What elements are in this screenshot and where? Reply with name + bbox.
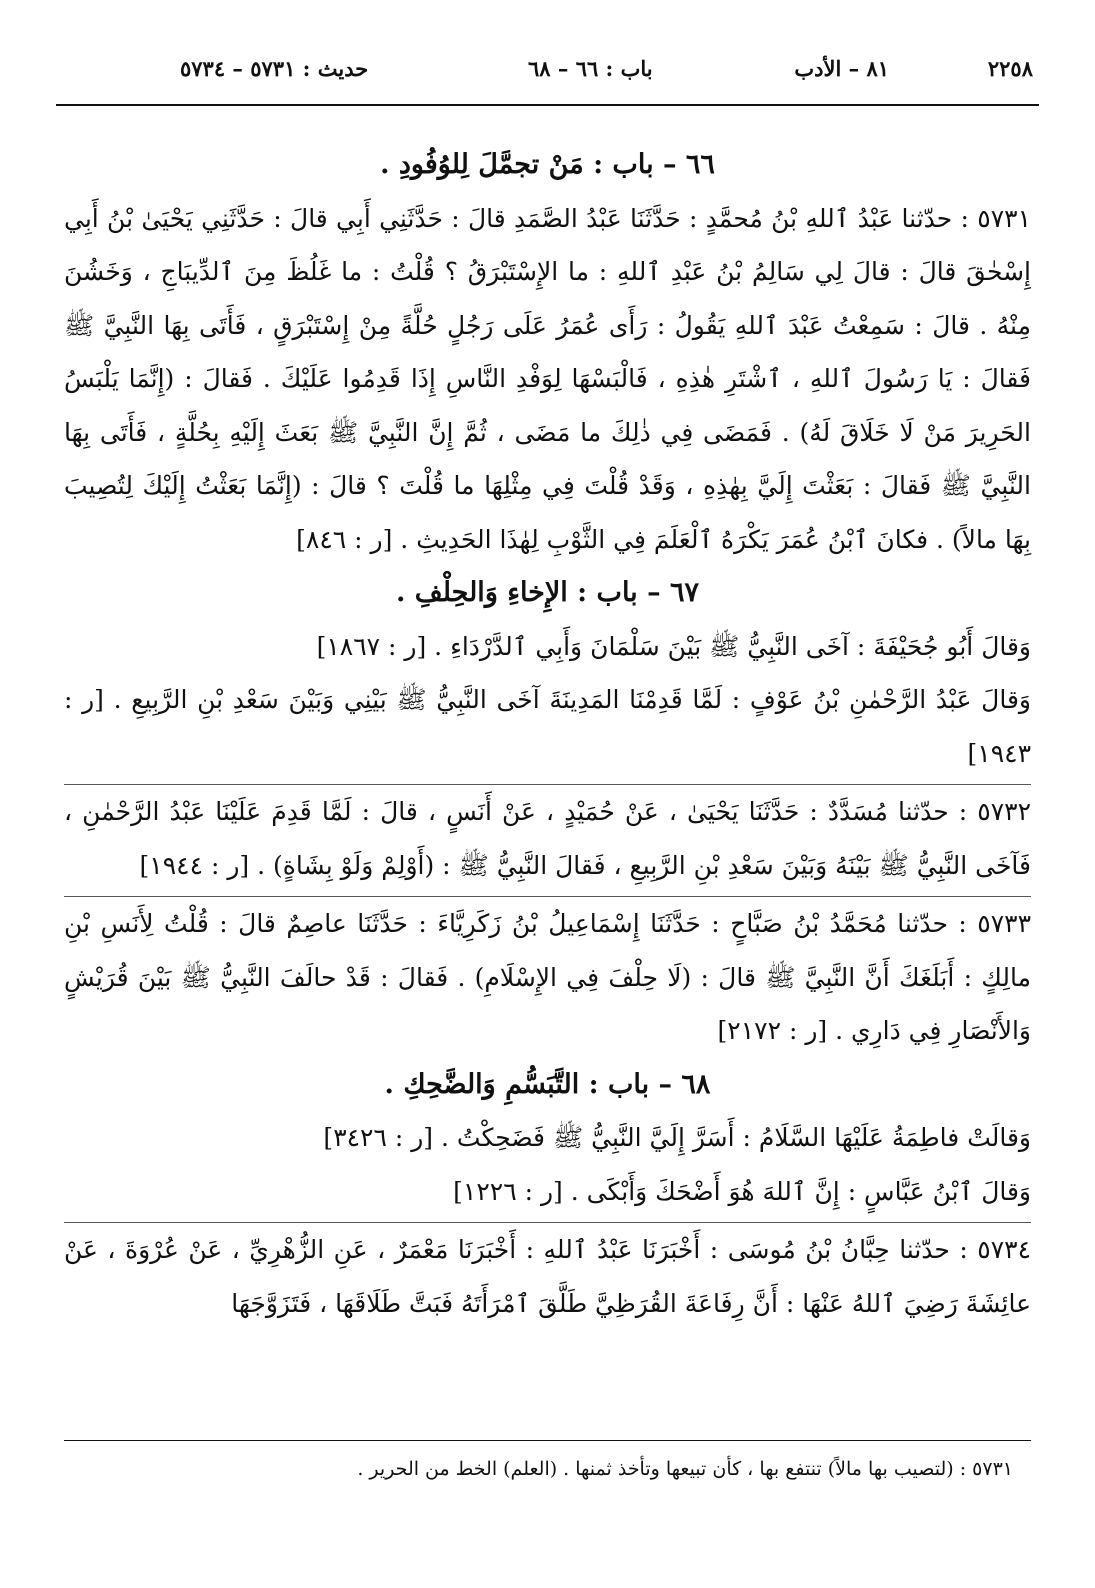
- hadith-5731: ٥٧٣١ : حدّثنا عَبْدُ ٱللهِ بْنُ مُحمَّدٍ : حَدَّثَنَا عَبْدُ الصَّمَدِ قالَ : حَدَّثَنِي أَبِي قالَ : حَدَّثَنِي يَحْيَىٰ بْنُ أَبِي إِسْحٰقَ قالَ : قالَ لِي سَالِمُ بْنُ عَبْدِ ٱللهِ : ما الإِسْتَبْرَقُ ؟ قُلْتُ : ما غَلُظَ مِنَ ٱلدِّيبَاجِ ، وَخَشُنَ مِنْهُ . قالَ : سَمِعْتُ عَبْدَ ٱللهِ يَقُولُ : رَأَى عُمَرُ عَلَى رَجُلٍ حُلَّةً مِنْ إِسْتَبْرَقٍ ، فَأَتَى بِهَا النَّبِيَّ ﷺ فَقالَ : يَا رَسُولَ ٱللهِ ، ٱشْتَرِ هٰذِهِ ، فَالْبَسْهَا لِوَفْدِ النَّاسِ إِذَا قَدِمُوا عَلَيْكَ . فَقالَ : (إِنَّمَا يَلْبَسُ الحَرِيرَ مَنْ لَا خَلَاقَ لَهُ) . فَمَضَى فِي ذٰلِكَ ما مَضَى ، ثُمَّ إِنَّ النَّبِيَّ ﷺ بَعَثَ إِلَيْهِ بِحُلَّةٍ ، فَأَتَى بِهَا النَّبِيَّ ﷺ فَقالَ : بَعَثْتَ إِلَيَّ بِهٰذِهِ ، وَقَدْ قُلْتَ فِي مِثْلِهَا ما قُلْتَ ؟ قالَ : (إِنَّمَا بَعَثْتُ إِلَيْكَ لِتُصِيبَ بِهَا مالاً) . فكانَ ٱبْنُ عُمَرَ يَكْرَهُ ٱلْعَلَمَ فِي الثَّوْبِ لِهٰذَا الحَدِيثِ . [ر : ٨٤٦]: [64, 203, 1031, 554]
- hadith-range: حديث : ٥٧٣١ – ٥٧٣٤: [180, 56, 369, 81]
- chapter-67-title: ٦٧ – باب : الإِخاءِ وَالحِلْفِ .: [395, 577, 700, 608]
- footnote-rule: [64, 1440, 1031, 1441]
- chapter-67-report-2: وَقالَ عَبْدُ الرَّحْمٰنِ بْنُ عَوْفٍ : لَمَّا قَدِمْنَا المَدِينَةَ آخَى النَّبِيُّ ﷺ بَيْنِي وَبَيْنَ سَعْدِ بْنِ الرَّبِيعِ . [ر : ١٩٤٣]: [64, 685, 1031, 768]
- hadith-5734: ٥٧٣٤ : حدّثنا حِبَّانُ بْنُ مُوسَى : أَخْبَرَنَا عَبْدُ ٱللهِ : أَخْبَرَنَا مَعْمَرٌ ، عَنِ الزُّهْرِيِّ ، عَنْ عُرْوَةَ ، عَنْ عائِشَةَ رَضِيَ ٱللهُ عَنْهَا : أَنَّ رِفَاعَةَ القُرَظِيَّ طَلَّقَ ٱمْرَأَتَهُ فَبَتَّ طَلَاقَهَا ، فَتَزَوَّجَهَا: [64, 1235, 1031, 1318]
- chapter-67-report-1: وَقالَ أَبُو جُحَيْفَةَ : آخَى النَّبِيُّ ﷺ بَيْنَ سَلْمَانَ وَأَبِي ٱلدَّرْدَاءِ . [ر : ١٨٦٧]: [316, 631, 1031, 661]
- hadith-5733: ٥٧٣٣ : حدّثنا مُحَمَّدُ بْنُ صَبَّاحٍ : حَدَّثَنَا إِسْمَاعِيلُ بْنُ زَكَرِيَّاءَ : حَدَّثَنَا عاصِمٌ قالَ : قُلْتُ لِأَنَسِ بْنِ مالِكٍ : أَبَلَغَكَ أَنَّ النَّبِيَّ ﷺ قالَ : (لَا حِلْفَ فِي الإِسْلَامِ) . فَقالَ : قَدْ حالَفَ النَّبِيُّ ﷺ بَيْنَ قُرَيْشٍ وَالأَنْصَارِ فِي دَارِي . [ر : ٢١٧٢]: [64, 909, 1031, 1045]
- main-text: [64, 138, 1031, 1330]
- header-rule: [56, 104, 1039, 106]
- footnote: ٥٧٣١ : (لتصيب بها مالاً) تنتفع بها ، كأن تبيعها وتأخذ ثمنها . (العلم) الخط من الحرير .: [357, 1458, 1013, 1480]
- chapter-68-report-2: وَقالَ ٱبْنُ عَبَّاسٍ : إِنَّ ٱللهَ هُوَ أَضْحَكَ وَأَبْكَى . [ر : ١٢٢٦]: [453, 1176, 1031, 1206]
- chapter-66-title: ٦٦ – باب : مَنْ تجمَّلَ لِلوُفُودِ .: [380, 149, 715, 180]
- chapter-range: باب : ٦٦ – ٦٨: [528, 56, 653, 81]
- chapter-68-report-1: وَقالَتْ فاطِمَةُ عَلَيْهَا السَّلَامُ : أَسَرَّ إِلَيَّ النَّبِيُّ ﷺ فَضَحِكْتُ . [ر : ٣٤٢٦]: [323, 1123, 1031, 1152]
- chapter-68-title: ٦٨ – باب : التَّبَسُّمِ وَالضَّحِكِ .: [384, 1068, 711, 1100]
- book-title: ٨١ – الأدب: [794, 56, 889, 81]
- hadith-5732: ٥٧٣٢ : حدّثنا مُسَدَّدٌ : حَدَّثَنَا يَحْيَىٰ ، عَنْ حُمَيْدٍ ، عَنْ أَنَسٍ ، قالَ : لَمَّا قَدِمَ عَلَيْنَا عَبْدُ الرَّحْمٰنِ ، فَآخَى النَّبِيُّ ﷺ بَيْنَهُ وَبَيْنَ سَعْدِ بْنِ الرَّبِيعِ ، فَقالَ النَّبِيُّ ﷺ : (أَوْلِمْ وَلَوْ بِشَاةٍ) . [ر : ١٩٤٤]: [64, 797, 1031, 880]
- page-number: ٢٢٥٨: [987, 56, 1033, 81]
- running-header: [58, 50, 1039, 94]
